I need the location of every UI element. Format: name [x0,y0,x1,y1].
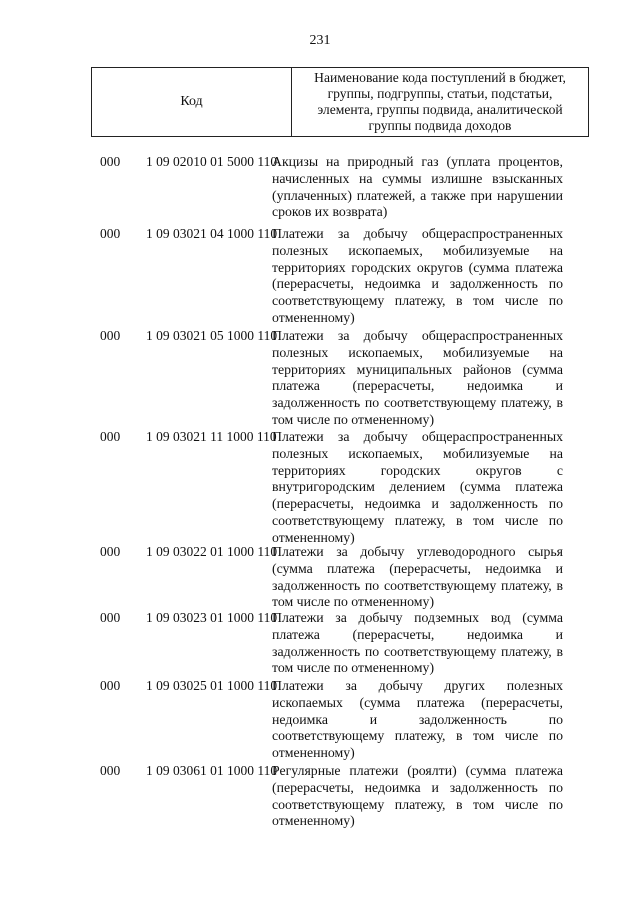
header-name-label: Наименование кода поступлений в бюджет, группы, подгруппы, статьи, подстатьи, элемента, группы подвида, аналитической группы подвида доходов [314,70,566,133]
table-row [0,763,640,833]
row-income-code: 1 09 03022 01 1000 110 [146,544,278,559]
row-income-code: 1 09 02010 01 5000 110 [146,154,278,169]
row-admin-code: 000 [100,429,121,444]
row-income-code: 1 09 03023 01 1000 110 [146,610,278,625]
table-row [0,226,640,328]
row-description: Платежи за добычу общераспространенных полезных ископаемых, мобилизуемые на территориях городских округов (сумма платежа (перерасчеты, недоимка и задолженность по соответствующему платежу, в том числе по отмененному) [272,226,563,325]
row-description: Платежи за добычу углеводородного сырья (сумма платежа (перерасчеты, недоимка и задолженность по соответствующему платежу, в том числе по отмененному) [272,544,563,610]
row-admin-code: 000 [100,610,121,625]
row-description: Платежи за добычу подземных вод (сумма платежа (перерасчеты, недоимка и задолженность по соответствующему платежу, в том числе по отмененному) [272,610,563,676]
table-row [0,429,640,544]
row-description: Платежи за добычу общераспространенных полезных ископаемых, мобилизуемые на территориях муниципальных районов (сумма платежа (перерасчеты, недоимка и задолженность по соответствующему платежу, в том числе по отмененному) [272,328,563,427]
row-description: Платежи за добычу других полезных ископаемых (сумма платежа (перерасчеты, недоимка и задолженность по соответствующему платежу, в том числе по отмененному) [272,678,563,761]
page-number: 231 [309,33,331,48]
row-income-code: 1 09 03025 01 1000 110 [146,678,278,693]
table-row [0,610,640,678]
row-admin-code: 000 [100,544,121,559]
row-admin-code: 000 [100,763,121,778]
table-header [91,67,589,137]
row-admin-code: 000 [100,328,121,343]
table-row [0,154,640,226]
table-row [0,678,640,763]
table-row [0,328,640,429]
row-income-code: 1 09 03061 01 1000 110 [146,763,278,778]
row-description: Платежи за добычу общераспространенных полезных ископаемых, мобилизуемые на территориях городских округов с внутригородским делением (сумма платежа (перерасчеты, недоимка и задолженность по соответствующему платежу, в том числе по отмененному) [272,429,563,545]
row-income-code: 1 09 03021 04 1000 110 [146,226,278,241]
row-admin-code: 000 [100,154,121,169]
row-income-code: 1 09 03021 05 1000 110 [146,328,278,343]
row-description: Регулярные платежи (роялти) (сумма платежа (перерасчеты, недоимка и задолженность по соответствующему платежу, в том числе по отмененному) [272,763,563,829]
row-admin-code: 000 [100,678,121,693]
table-body [0,154,640,833]
row-description: Акцизы на природный газ (уплата процентов, начисленных на суммы излишне взысканных (уплаченных) платежей, а также при нарушении сроков их возврата) [272,154,563,220]
row-admin-code: 000 [100,226,121,241]
table-row [0,544,640,610]
row-income-code: 1 09 03021 11 1000 110 [146,429,277,444]
header-code-label: Код [92,68,292,136]
